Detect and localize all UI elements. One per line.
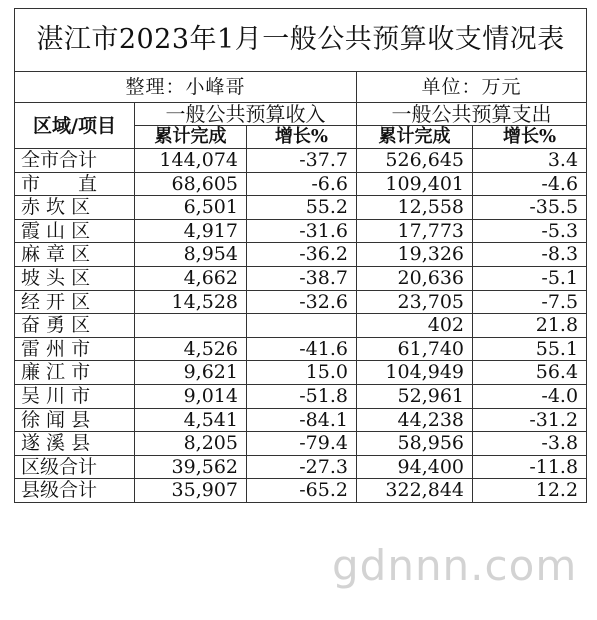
revenue-cumulative-cell: 9,014 <box>135 384 247 408</box>
revenue-cumulative-cell: 39,562 <box>135 455 247 479</box>
table-row <box>15 266 587 290</box>
table-row <box>15 455 587 479</box>
revenue-growth-cell: -79.4 <box>247 432 357 456</box>
region-cell: 区级合计 <box>15 455 135 479</box>
expense-growth-cell: 56.4 <box>473 361 587 385</box>
region-cell: 县级合计 <box>15 479 135 503</box>
revenue-growth-cell <box>247 314 357 338</box>
expense-growth-cell: -5.1 <box>473 266 587 290</box>
region-cell: 吴 川 市 <box>15 384 135 408</box>
expense-growth-cell: -4.0 <box>473 384 587 408</box>
table-row <box>15 290 587 314</box>
revenue-growth-cell: -32.6 <box>247 290 357 314</box>
revenue-cumulative-cell: 144,074 <box>135 149 247 173</box>
table-row <box>15 243 587 267</box>
expense-cumulative-cell: 23,705 <box>357 290 473 314</box>
revenue-growth-header: 增长% <box>247 126 357 149</box>
budget-table <box>14 8 587 503</box>
expense-growth-cell: -8.3 <box>473 243 587 267</box>
region-cell: 雷 州 市 <box>15 337 135 361</box>
region-cell: 奋 勇 区 <box>15 314 135 338</box>
table-row <box>15 384 587 408</box>
revenue-cumulative-header: 累计完成 <box>135 126 247 149</box>
revenue-growth-cell: -38.7 <box>247 266 357 290</box>
revenue-group-header: 一般公共预算收入 <box>135 103 357 126</box>
expense-growth-cell: -5.3 <box>473 219 587 243</box>
region-cell: 经 开 区 <box>15 290 135 314</box>
table-title: 湛江市2023年1月一般公共预算收支情况表 <box>15 9 587 72</box>
revenue-growth-cell: -36.2 <box>247 243 357 267</box>
revenue-growth-cell: -51.8 <box>247 384 357 408</box>
expense-cumulative-cell: 17,773 <box>357 219 473 243</box>
revenue-cumulative-cell: 4,526 <box>135 337 247 361</box>
revenue-growth-cell: 15.0 <box>247 361 357 385</box>
expense-group-header: 一般公共预算支出 <box>357 103 587 126</box>
revenue-growth-cell: -65.2 <box>247 479 357 503</box>
expense-cumulative-cell: 12,558 <box>357 196 473 220</box>
revenue-cumulative-cell: 4,541 <box>135 408 247 432</box>
revenue-cumulative-cell: 68,605 <box>135 172 247 196</box>
expense-cumulative-cell: 322,844 <box>357 479 473 503</box>
table-row <box>15 314 587 338</box>
revenue-cumulative-cell: 6,501 <box>135 196 247 220</box>
expense-cumulative-cell: 104,949 <box>357 361 473 385</box>
expense-cumulative-cell: 58,956 <box>357 432 473 456</box>
expense-cumulative-cell: 526,645 <box>357 149 473 173</box>
table-row <box>15 361 587 385</box>
expense-growth-cell: -7.5 <box>473 290 587 314</box>
table-row <box>15 479 587 503</box>
expense-growth-cell: -11.8 <box>473 455 587 479</box>
expense-growth-cell: -31.2 <box>473 408 587 432</box>
revenue-growth-cell: -37.7 <box>247 149 357 173</box>
revenue-cumulative-cell <box>135 314 247 338</box>
expense-cumulative-cell: 20,636 <box>357 266 473 290</box>
expense-growth-cell: 55.1 <box>473 337 587 361</box>
expense-cumulative-cell: 52,961 <box>357 384 473 408</box>
revenue-growth-cell: -6.6 <box>247 172 357 196</box>
region-cell: 麻 章 区 <box>15 243 135 267</box>
expense-cumulative-cell: 109,401 <box>357 172 473 196</box>
region-cell: 霞 山 区 <box>15 219 135 243</box>
expense-cumulative-header: 累计完成 <box>357 126 473 149</box>
expense-growth-cell: -4.6 <box>473 172 587 196</box>
revenue-cumulative-cell: 8,954 <box>135 243 247 267</box>
revenue-growth-cell: -84.1 <box>247 408 357 432</box>
compiler-label: 整理：小峰哥 <box>15 72 357 103</box>
expense-cumulative-cell: 44,238 <box>357 408 473 432</box>
revenue-cumulative-cell: 35,907 <box>135 479 247 503</box>
region-cell: 全市合计 <box>15 149 135 173</box>
revenue-cumulative-cell: 8,205 <box>135 432 247 456</box>
revenue-cumulative-cell: 4,917 <box>135 219 247 243</box>
region-cell: 市 直 <box>15 172 135 196</box>
expense-cumulative-cell: 19,326 <box>357 243 473 267</box>
table-row <box>15 337 587 361</box>
region-cell: 遂 溪 县 <box>15 432 135 456</box>
table-row <box>15 149 587 173</box>
watermark: gdnnn.com <box>332 541 578 590</box>
region-cell: 赤 坎 区 <box>15 196 135 220</box>
expense-growth-cell: 3.4 <box>473 149 587 173</box>
expense-cumulative-cell: 61,740 <box>357 337 473 361</box>
table-row <box>15 219 587 243</box>
expense-growth-cell: -3.8 <box>473 432 587 456</box>
region-cell: 徐 闻 县 <box>15 408 135 432</box>
region-cell: 廉 江 市 <box>15 361 135 385</box>
table-row <box>15 172 587 196</box>
expense-growth-cell: 12.2 <box>473 479 587 503</box>
unit-label: 单位：万元 <box>357 72 587 103</box>
expense-growth-cell: -35.5 <box>473 196 587 220</box>
revenue-growth-cell: -31.6 <box>247 219 357 243</box>
region-cell: 坡 头 区 <box>15 266 135 290</box>
expense-growth-cell: 21.8 <box>473 314 587 338</box>
expense-cumulative-cell: 402 <box>357 314 473 338</box>
table-row <box>15 432 587 456</box>
expense-cumulative-cell: 94,400 <box>357 455 473 479</box>
revenue-cumulative-cell: 9,621 <box>135 361 247 385</box>
revenue-growth-cell: 55.2 <box>247 196 357 220</box>
table-row <box>15 408 587 432</box>
revenue-cumulative-cell: 14,528 <box>135 290 247 314</box>
revenue-growth-cell: -41.6 <box>247 337 357 361</box>
corner-header: 区域/项目 <box>15 103 135 149</box>
table-row <box>15 196 587 220</box>
revenue-cumulative-cell: 4,662 <box>135 266 247 290</box>
expense-growth-header: 增长% <box>473 126 587 149</box>
revenue-growth-cell: -27.3 <box>247 455 357 479</box>
